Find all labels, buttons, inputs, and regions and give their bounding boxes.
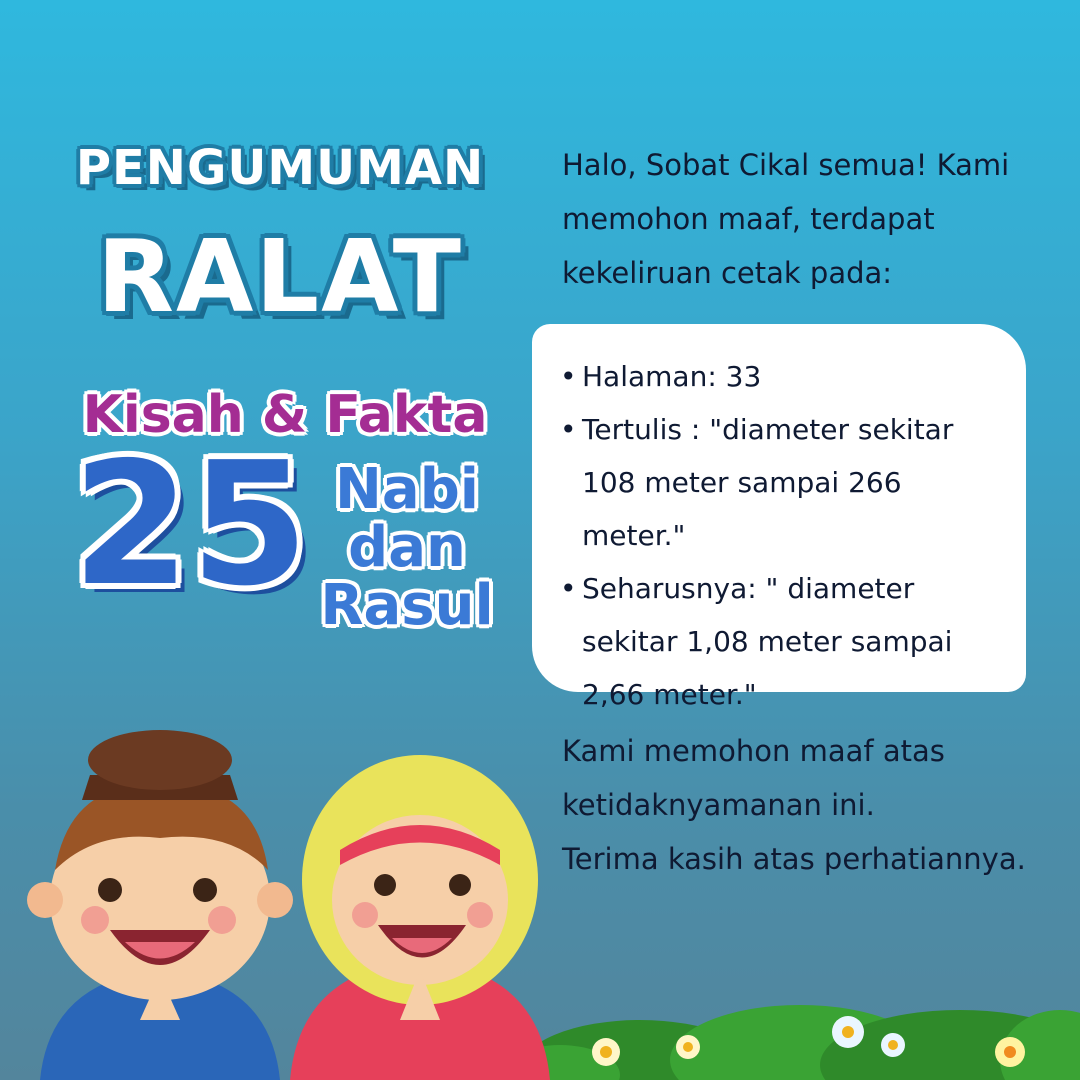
detail-page: • Halaman: 33 <box>560 350 1006 403</box>
correction-title: RALAT <box>97 218 463 335</box>
correction-card <box>532 324 1026 711</box>
closing-line: Terima kasih atas perhatiannya. <box>562 842 1026 876</box>
bush-illustration <box>500 1005 1080 1080</box>
intro-text <box>562 138 1042 300</box>
kids-illustration <box>0 720 1080 1080</box>
detail-written: • Tertulis : "diameter sekitar 108 meter sampai 266 meter." <box>560 403 1006 562</box>
correction-list <box>532 324 1026 721</box>
book-title-nabi: Nabi <box>335 457 479 522</box>
girl-character <box>290 755 550 1080</box>
announcement-title: PENGUMUMAN <box>75 140 485 196</box>
closing-line: Kami memohon maaf atas <box>562 734 945 768</box>
book-title-rasul: Rasul <box>320 573 494 638</box>
boy-character <box>27 730 293 1080</box>
book-title-dan: dan <box>348 515 466 580</box>
book-title-number: 25 <box>72 426 309 624</box>
intro-line: Halo, Sobat Cikal semua! Kami <box>562 148 1010 182</box>
book-title-kisah: Kisah & Fakta <box>82 385 488 445</box>
closing-line: ketidaknyamanan ini. <box>562 788 875 822</box>
intro-line: memohon maaf, terdapat <box>562 202 935 236</box>
detail-should-be: • Seharusnya: " diameter sekitar 1,08 meter sampai 2,66 meter." <box>560 562 1006 721</box>
intro-line: kekeliruan cetak pada: <box>562 256 893 290</box>
